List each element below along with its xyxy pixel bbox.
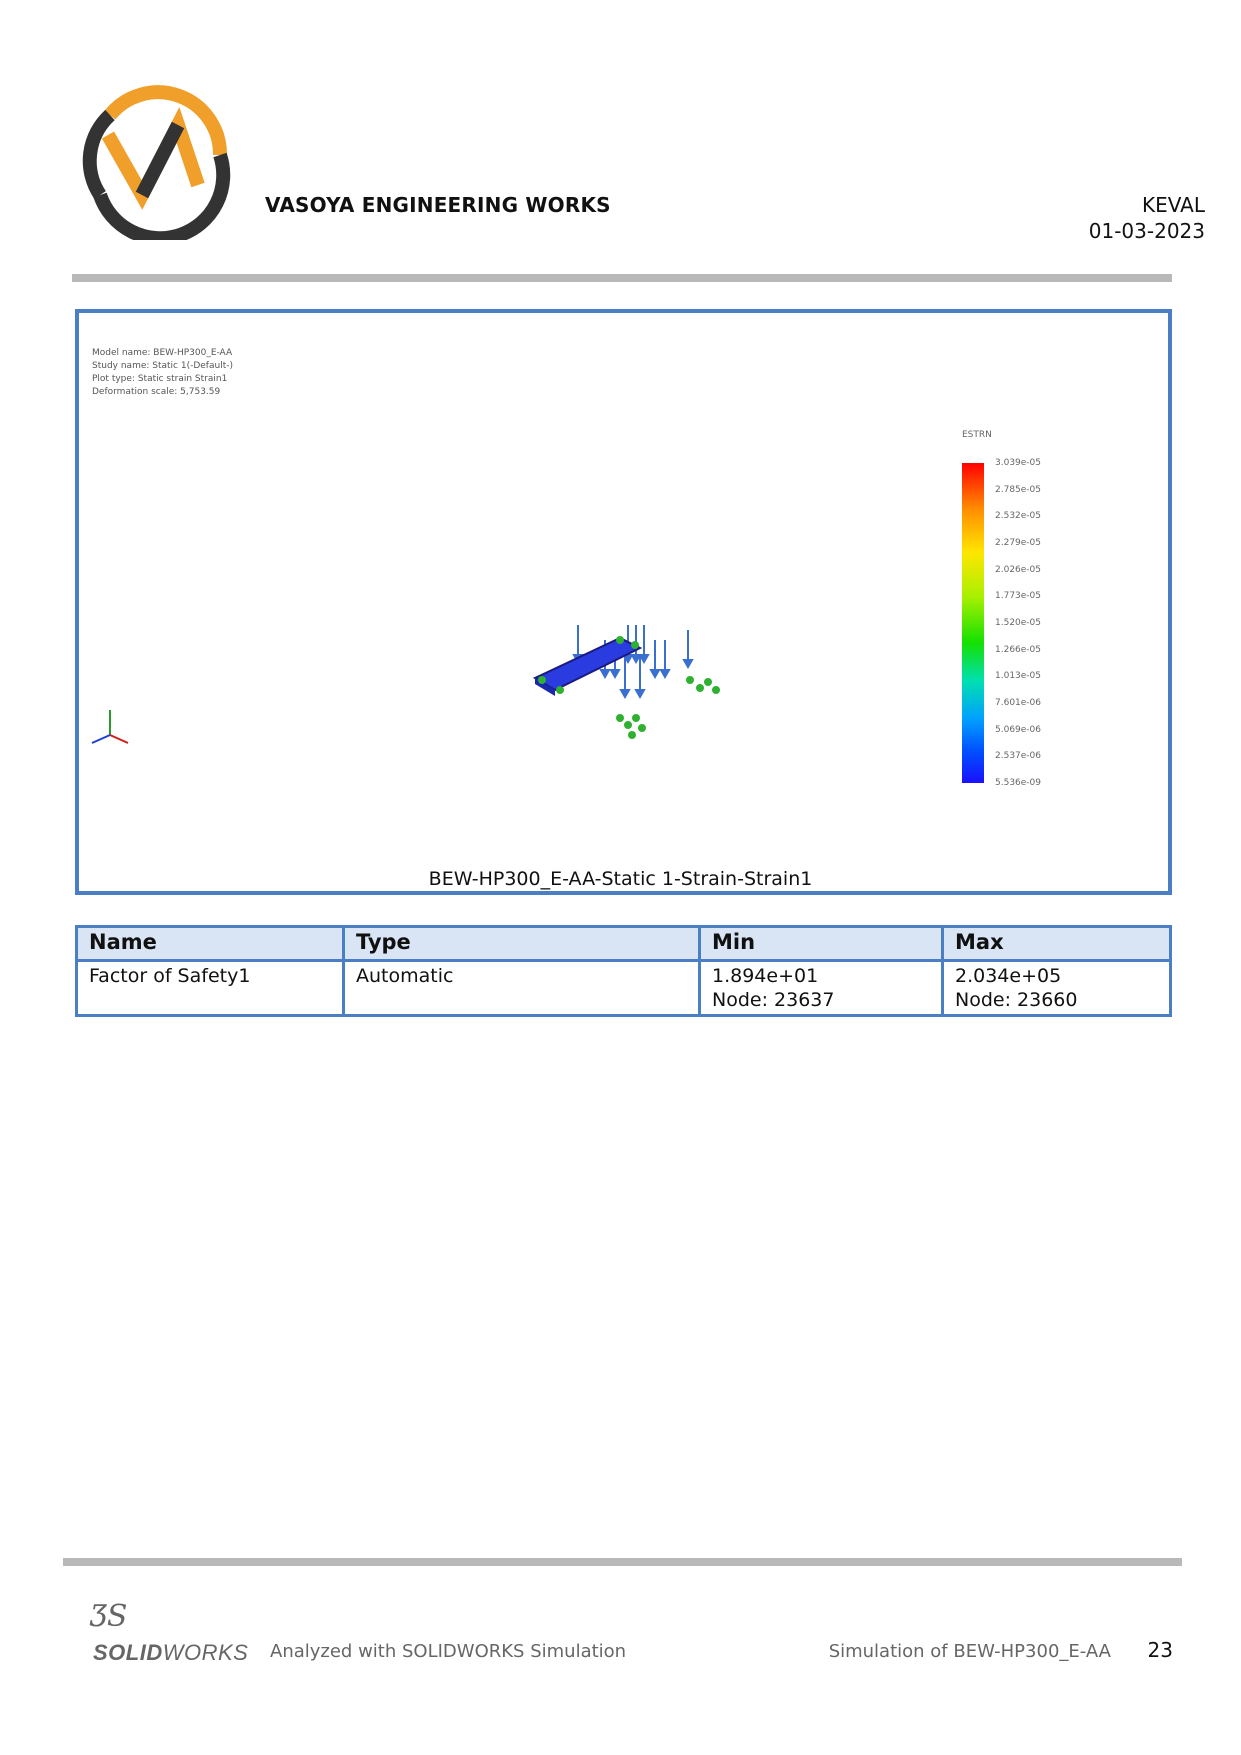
cell-min [700,961,943,1016]
legend-tick: 1.013e-05 [995,671,1042,682]
legend-tick: 5.536e-09 [995,778,1042,788]
header-divider [72,274,1172,282]
legend-tick: 3.039e-05 [995,458,1042,468]
legend-tick: 1.266e-05 [995,644,1042,655]
legend-title: ESTRN [962,430,992,440]
min-value: 1.894e+01 [712,965,819,987]
header-name: Name [77,927,344,961]
legend-tick: 1.520e-05 [995,618,1042,628]
brand-works: WORKS [162,1640,248,1665]
table-header-row [77,927,1171,961]
color-scale-bar [962,463,984,783]
legend-tick: 2.537e-06 [995,751,1042,762]
model-name-text: Model name: BEW-HP300_E-AA [92,348,233,358]
author-name: KEVAL [1142,193,1205,217]
ds-mark: ƷS [90,1599,128,1634]
legend-tick: 5.069e-06 [995,724,1042,735]
legend-tick: 1.773e-05 [995,591,1042,602]
legend-tick: 2.279e-05 [995,538,1042,548]
page-number: 23 [1147,1638,1173,1662]
legend-tick: 2.026e-05 [995,564,1042,575]
footer-simulation-text: Simulation of BEW-HP300_E-AA [828,1641,1111,1662]
company-name: VASOYA ENGINEERING WORKS [265,193,611,217]
cell-name: Factor of Safety1 [77,961,344,1016]
header-min: Min [700,927,943,961]
axis-triad [92,710,128,743]
max-value: 2.034e+05 [955,965,1062,987]
legend-tick: 2.532e-05 [995,511,1042,522]
deformation-scale-text: Deformation scale: 5,753.59 [92,387,221,397]
table-row [77,961,1171,1016]
model-render [80,600,780,840]
header-type: Type [344,927,700,961]
svg-text:SOLIDWORKS [93,1640,248,1665]
plot-caption: BEW-HP300_E-AA-Static 1-Strain-Strain1 [428,868,813,890]
legend-tick: 7.601e-06 [995,698,1042,708]
header-max: Max [943,927,1171,961]
footer-analyzed-text: Analyzed with SOLIDWORKS Simulation [270,1641,627,1662]
plot-type-text: Plot type: Static strain Strain1 [92,374,228,384]
legend-tick: 2.785e-05 [995,484,1042,495]
study-name-text: Study name: Static 1(-Default-) [92,361,233,371]
brand-solid: SOLID [93,1640,163,1665]
min-node: Node: 23637 [712,989,835,1011]
solidworks-logo [78,1590,248,1670]
footer-divider [63,1558,1182,1566]
cell-type: Automatic [344,961,700,1016]
cell-max [943,961,1171,1016]
results-table [75,925,1172,1017]
max-node: Node: 23660 [955,989,1078,1011]
company-logo [80,85,235,240]
plot-metadata [92,347,233,399]
report-date: 01-03-2023 [1088,219,1205,243]
